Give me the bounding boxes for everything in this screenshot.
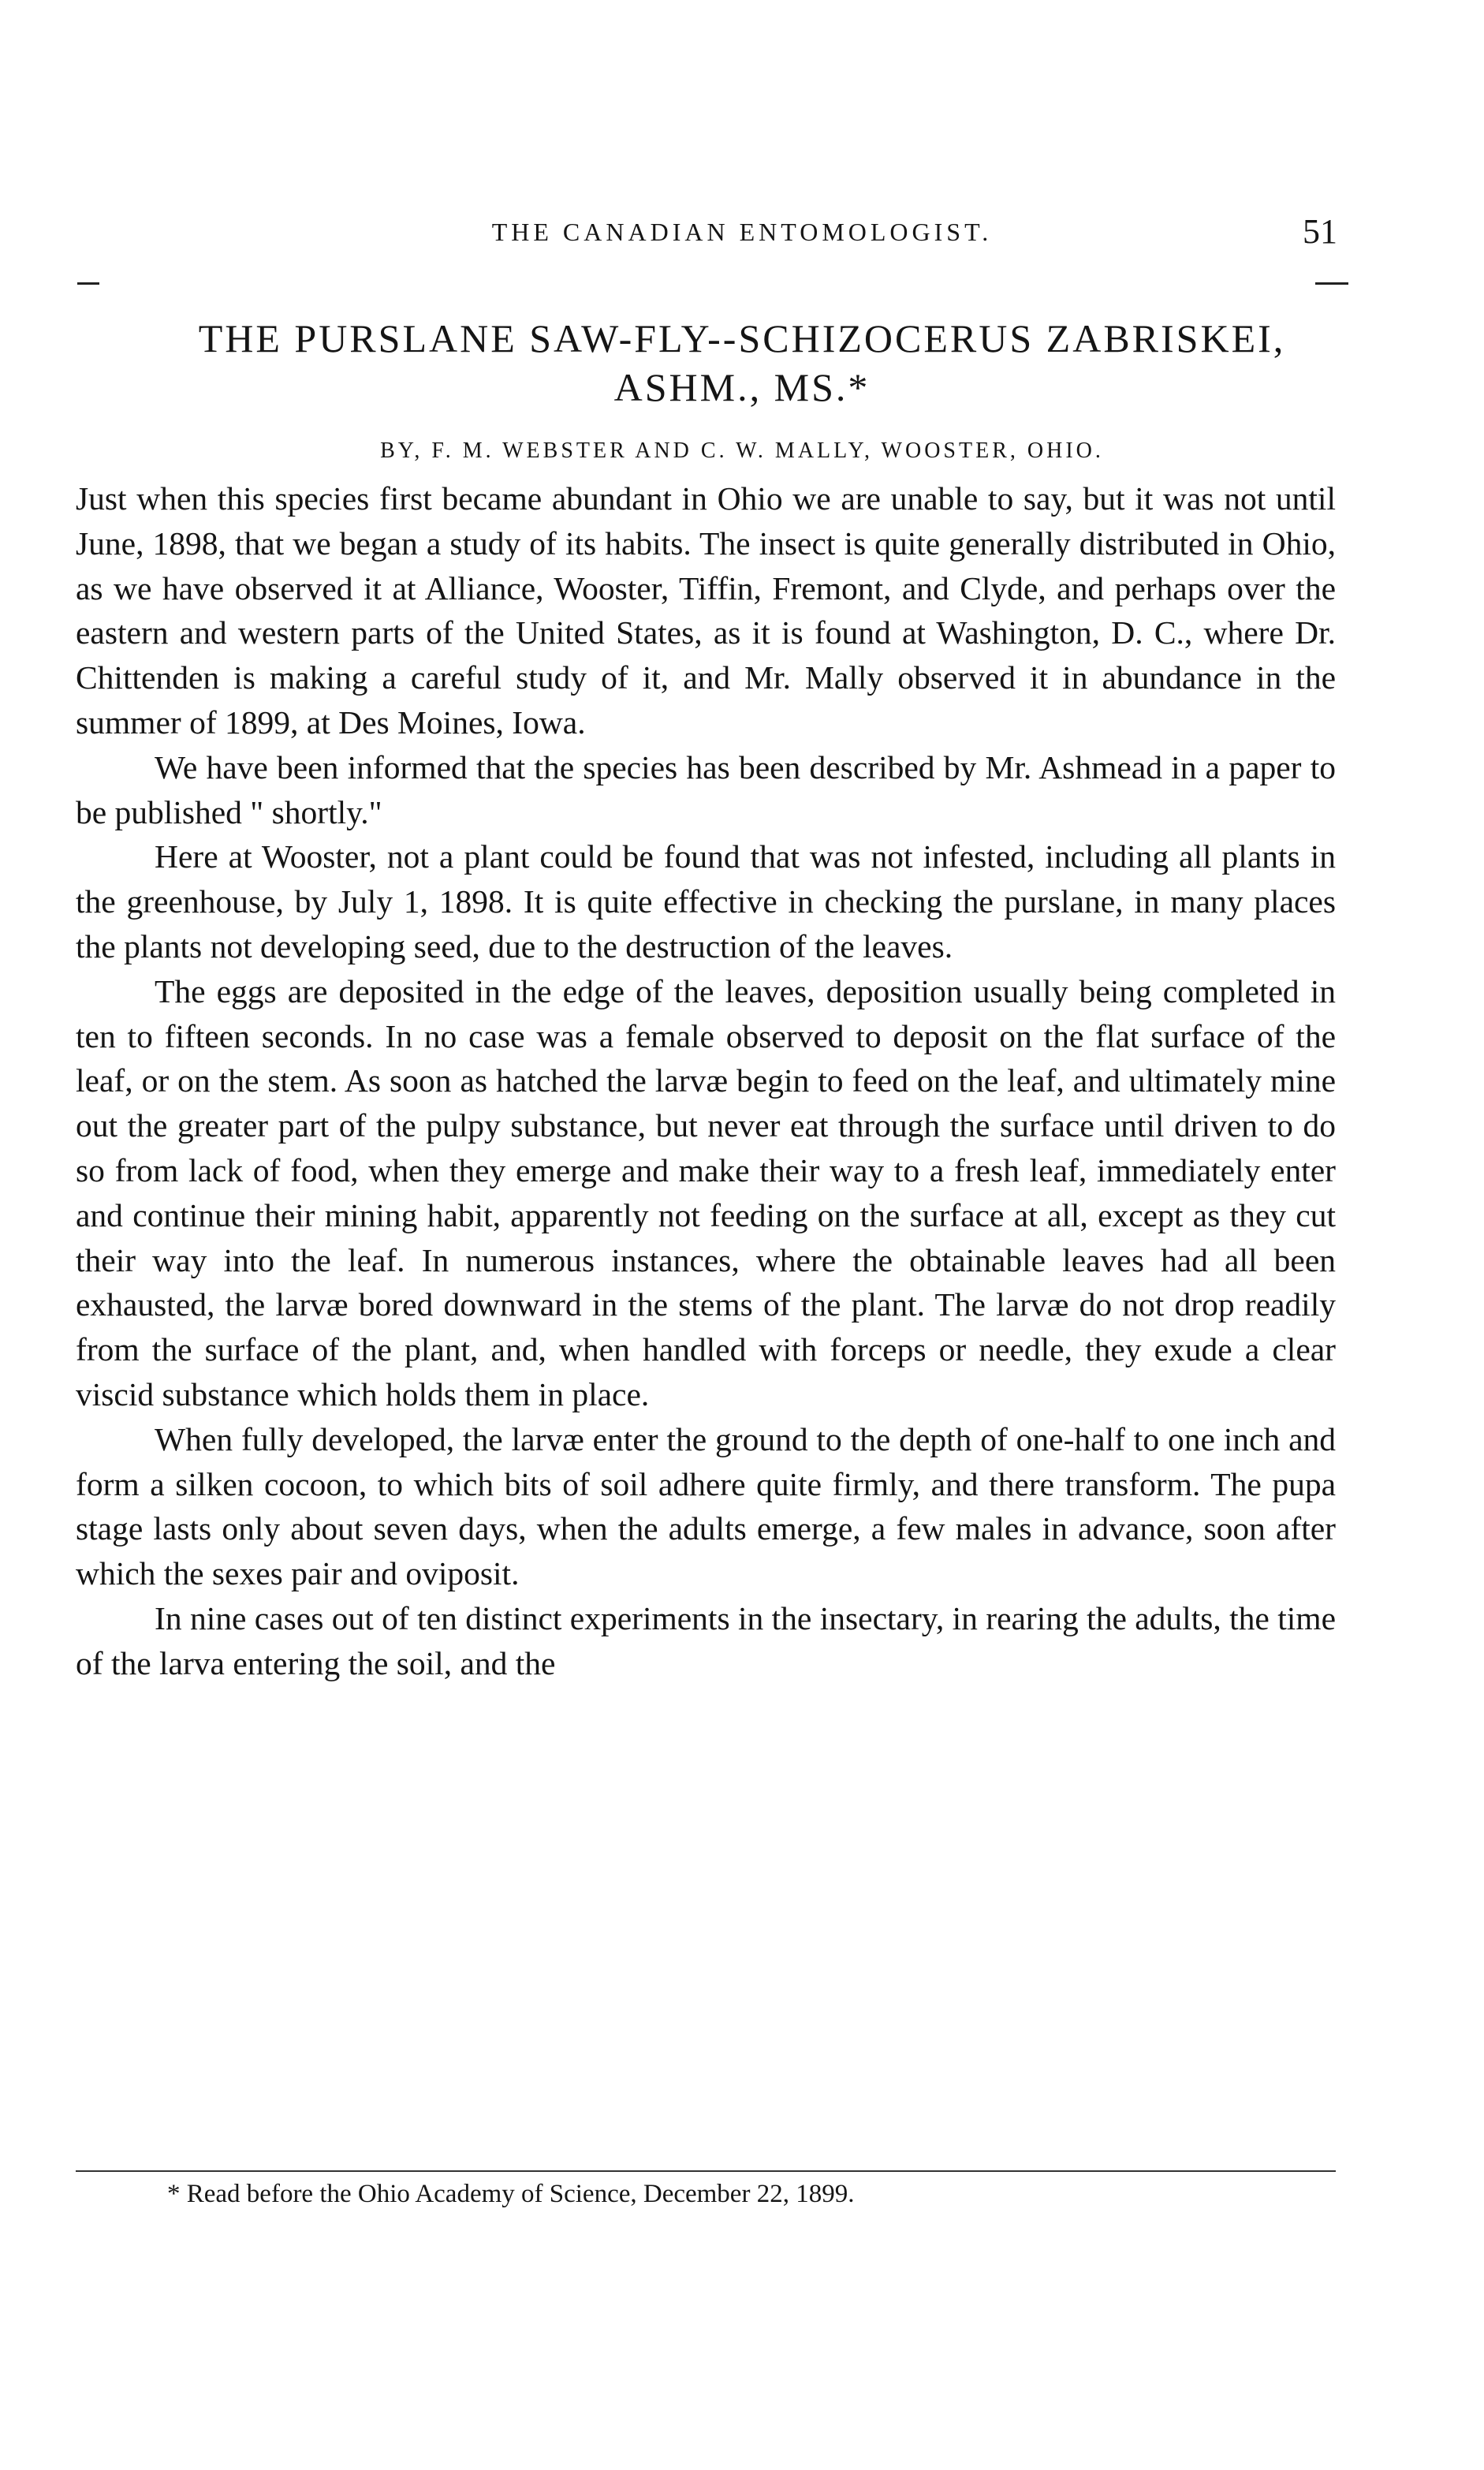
- paragraph-1: Just when this species first became abundant in Ohio we are unable to say, but it was not until June, 1898, that we began a study of its habits. The insect is quite generally distributed in Ohio, as we have observed it at Alliance, Wooster, Tiffin, Fremont, and Clyde, and perhaps over the eastern and western parts of the United States, as it is found at Washington, D. C., where Dr. Chittenden is making a careful study of it, and Mr. Mally observed it in abundance in the summer of 1899, at Des Moines, Iowa.: [76, 480, 1336, 741]
- paragraph-4: The eggs are deposited in the edge of the leaves, deposition usually being completed in ten to fifteen seconds. In no case was a female observed to deposit on the flat surface of the leaf, or on the stem. As soon as hatched the larvæ begin to feed on the leaf, and ultimately mine out the greater part of the pulpy substance, but never eat through the surface until driven to do so from lack of food, when they emerge and make their way to a fresh leaf, immediately enter and continue their mining habit, apparently not feeding on the surface at all, except as they cut their way into the leaf. In numerous instances, where the obtainable leaves had all been exhausted, the larvæ bored downward in the stems of the plant. The larvæ do not drop readily from the surface of the plant, and, when handled with forceps or needle, they exude a clear viscid substance which holds them in place.: [76, 972, 1336, 1412]
- running-title: THE CANADIAN ENTOMOLOGIST.: [491, 218, 993, 246]
- running-head: [0, 211, 1484, 259]
- right-ornament-dash: [1315, 282, 1348, 285]
- left-ornament-dash: [77, 282, 99, 285]
- author-byline: BY, F. M. WEBSTER AND C. W. MALLY, WOOSTER, OHIO.: [380, 438, 1104, 463]
- article-title-line-2: ASHM., MS.*: [613, 365, 871, 409]
- footnote: * Read before the Ohio Academy of Science, December 22, 1899.: [167, 2180, 855, 2208]
- paragraph-3: Here at Wooster, not a plant could be found that was not infested, including all plants in the greenhouse, by July 1, 1898. It is quite effective in checking the purslane, in many places the plants not developing seed, due to the destruction of the leaves.: [76, 838, 1336, 964]
- article-body: [76, 476, 1336, 1686]
- page-number: 51: [1303, 212, 1337, 251]
- paragraph-6: In nine cases out of ten distinct experiments in the insectary, in rearing the adults, the time of the larva entering the soil, and the: [76, 1599, 1336, 1681]
- article-title: [0, 314, 1484, 412]
- article-title-line-1: THE PURSLANE SAW-FLY--SCHIZOCERUS ZABRISKEI,: [198, 316, 1286, 360]
- paragraph-2: We have been informed that the species has been described by Mr. Ashmead in a paper to be published " shortly.": [76, 748, 1336, 830]
- footnote-rule: [76, 2170, 1336, 2172]
- paragraph-5: When fully developed, the larvæ enter the ground to the depth of one-half to one inch and form a silken cocoon, to which bits of soil adhere quite firmly, and there transform. The pupa stage lasts only about seven days, when the adults emerge, a few males in advance, soon after which the sexes pair and oviposit.: [76, 1420, 1336, 1592]
